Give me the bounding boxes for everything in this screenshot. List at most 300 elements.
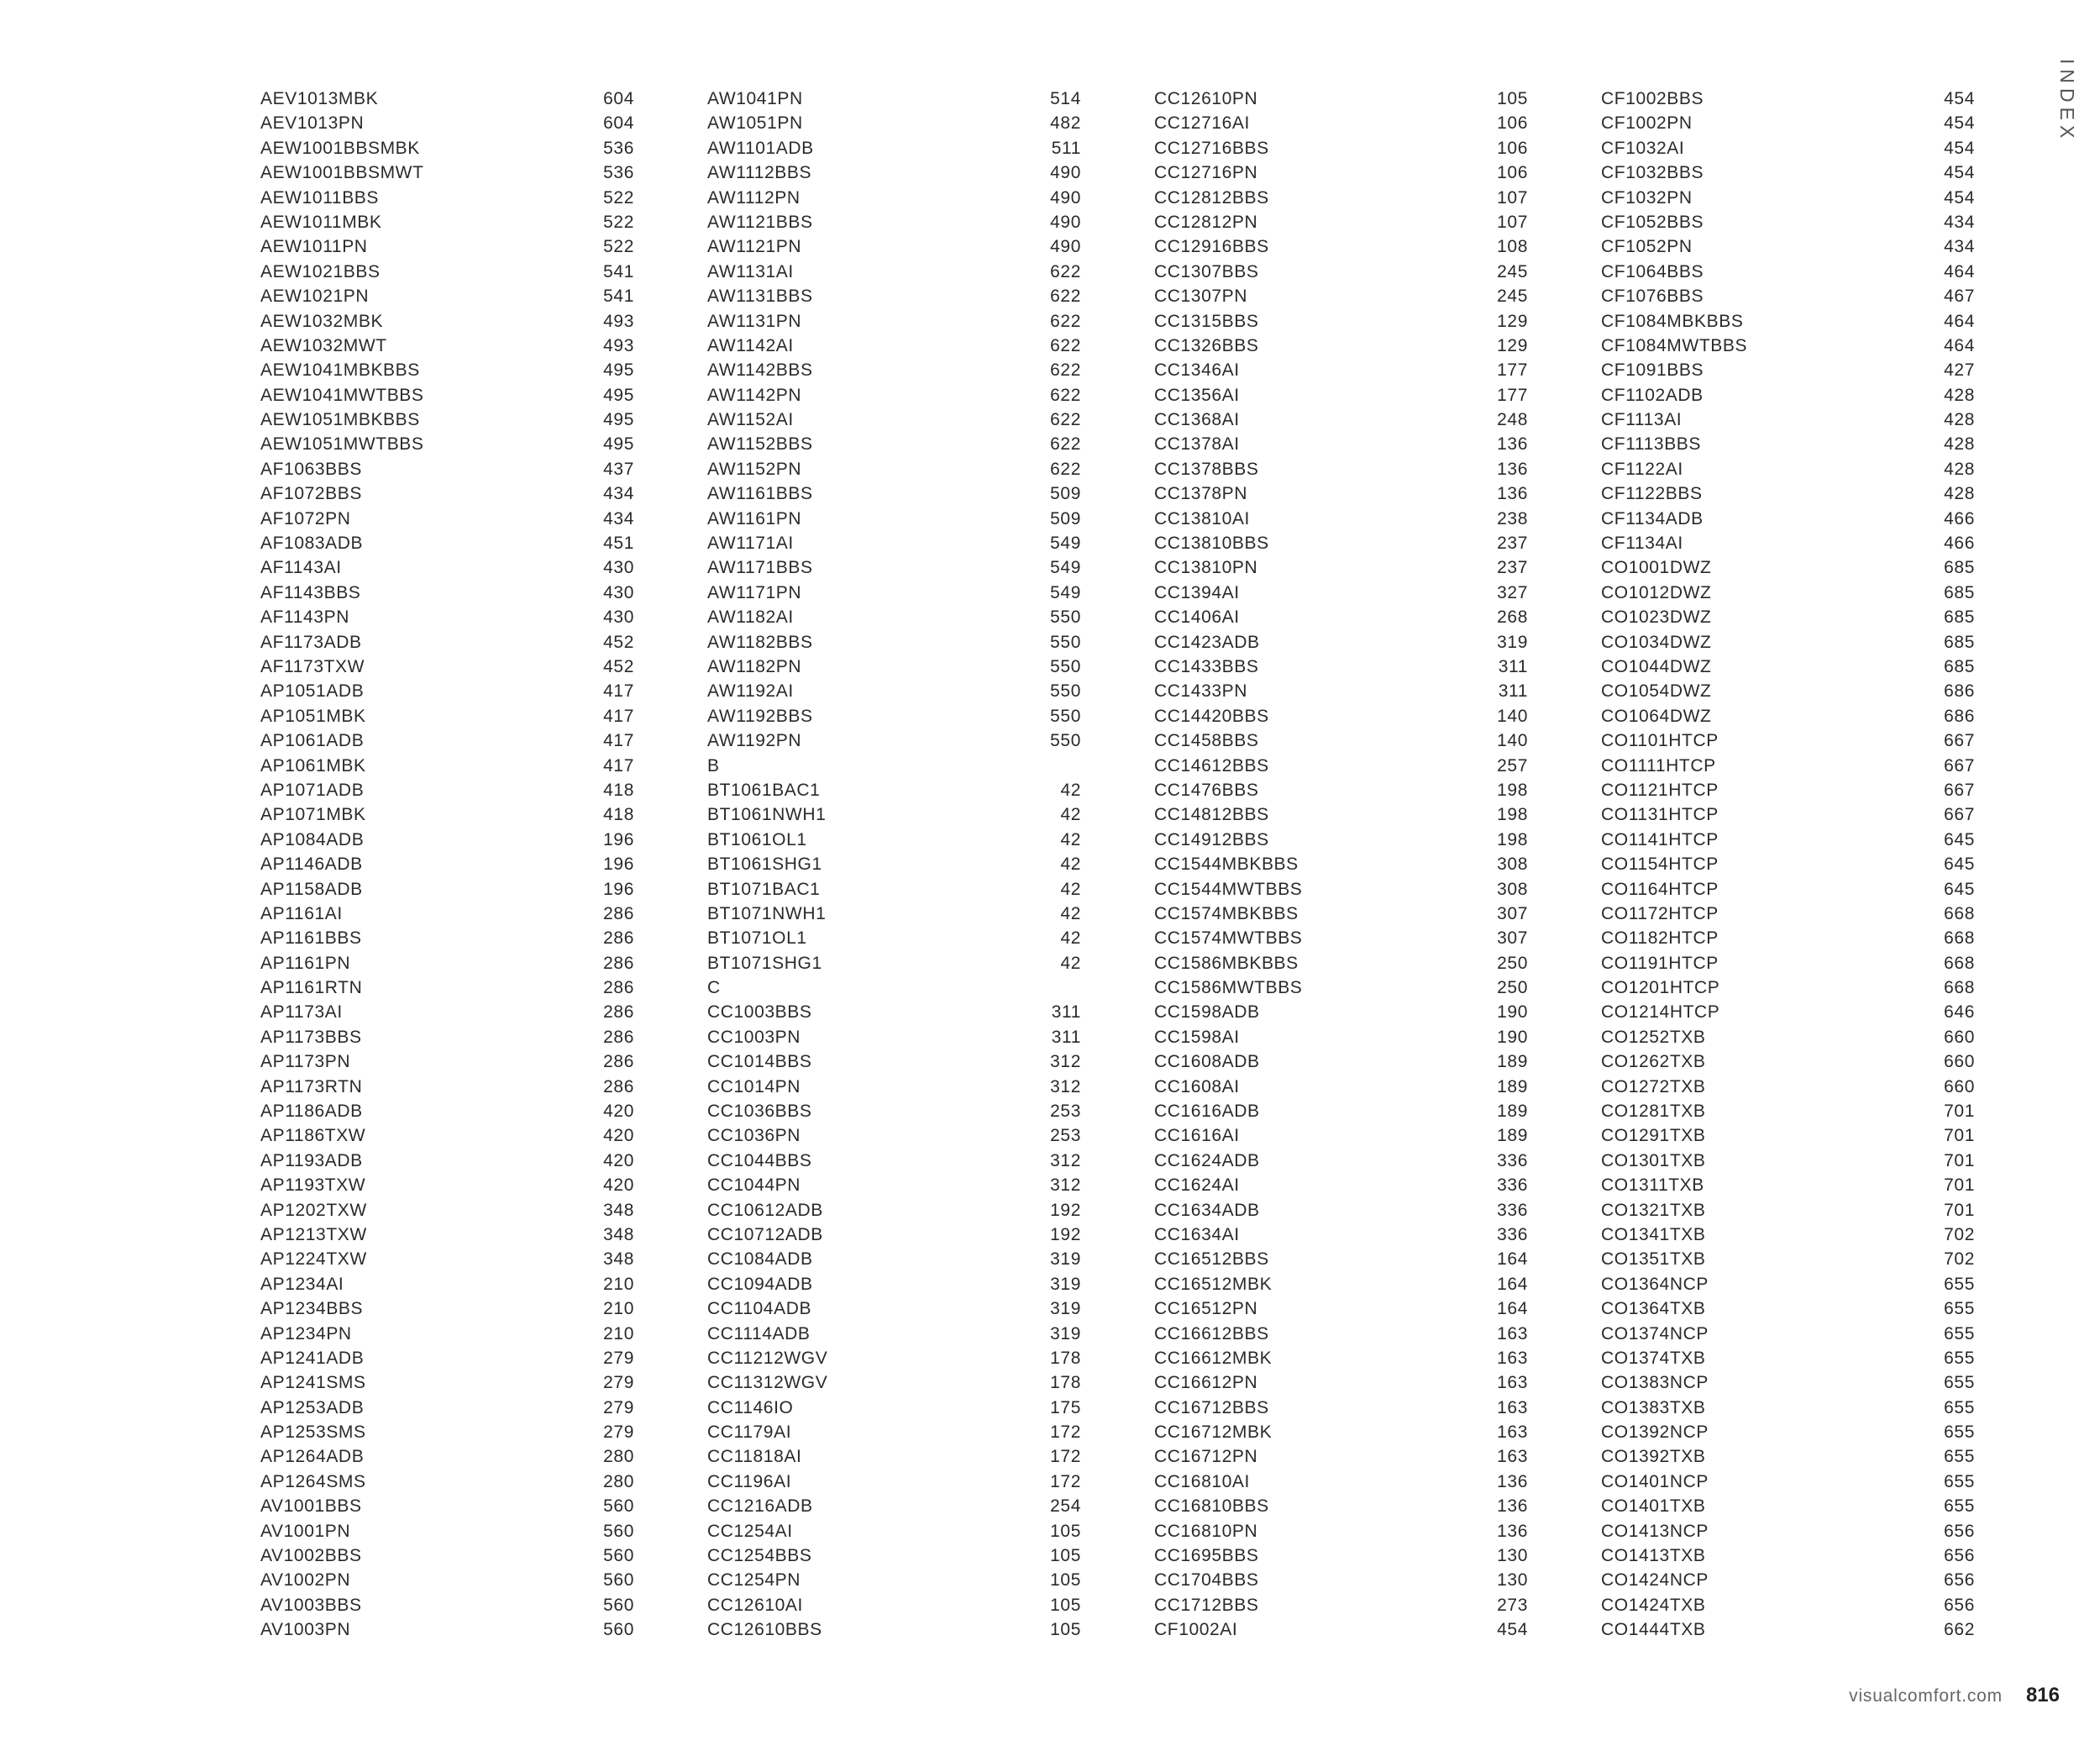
index-entry	[707, 136, 1081, 160]
page-ref: 280	[603, 1471, 634, 1491]
index-entry	[1154, 358, 1528, 382]
page-ref: 493	[603, 311, 634, 331]
item-code: AW1142AI	[707, 335, 794, 355]
item-code: CC10612ADB	[707, 1200, 823, 1220]
page-ref: 308	[1497, 854, 1528, 875]
page-ref: 327	[1497, 582, 1528, 602]
item-code: CC13810AI	[1154, 508, 1250, 528]
index-entry	[1601, 877, 1975, 902]
index-entry	[1154, 1247, 1528, 1271]
index-entry	[260, 1420, 634, 1444]
page-ref: 42	[1060, 829, 1081, 849]
index-entry	[1154, 432, 1528, 456]
index-entry	[260, 1617, 634, 1642]
page-ref: 336	[1497, 1200, 1528, 1220]
index-entry	[1601, 630, 1975, 655]
page-ref: 646	[1944, 1002, 1975, 1023]
index-entry	[1601, 1568, 1975, 1592]
page-ref: 560	[603, 1595, 634, 1615]
index-entry	[260, 1272, 634, 1296]
index-entry	[1154, 926, 1528, 950]
index-entry	[707, 877, 1081, 902]
page-ref: 312	[1050, 1076, 1081, 1096]
page-ref: 420	[603, 1175, 634, 1196]
item-code: CO1444TXB	[1601, 1620, 1706, 1640]
page-ref: 273	[1497, 1595, 1528, 1615]
index-entry	[707, 87, 1081, 111]
item-code: CC1634ADB	[1154, 1200, 1260, 1220]
item-code: AEW1051MBKBBS	[260, 410, 420, 430]
item-code: CC1036BBS	[707, 1102, 812, 1122]
page-ref: 136	[1497, 1521, 1528, 1541]
page-ref: 549	[1050, 582, 1081, 602]
page-ref: 467	[1944, 287, 1975, 307]
index-entry	[1154, 852, 1528, 876]
index-entry	[1601, 778, 1975, 802]
page-ref: 319	[1050, 1299, 1081, 1319]
page-ref: 701	[1944, 1200, 1975, 1220]
page-ref: 192	[1050, 1200, 1081, 1220]
item-code: CO1383TXB	[1601, 1397, 1706, 1417]
page-ref: 129	[1497, 311, 1528, 331]
index-entry	[260, 802, 634, 827]
page-ref: 495	[603, 360, 634, 381]
item-code: CO1424TXB	[1601, 1595, 1706, 1615]
page-ref: 660	[1944, 1052, 1975, 1072]
item-code: CO1101HTCP	[1601, 731, 1719, 751]
index-entry	[1154, 186, 1528, 210]
index-entry	[1601, 1000, 1975, 1024]
page-ref: 286	[603, 1027, 634, 1047]
item-code: BT1061SHG1	[707, 854, 822, 875]
page-ref: 428	[1944, 434, 1975, 455]
page-ref: 550	[1050, 632, 1081, 652]
item-code: CO1044DWZ	[1601, 656, 1712, 676]
page-ref: 417	[603, 731, 634, 751]
item-code: AEW1021PN	[260, 287, 370, 307]
page-ref: 434	[603, 508, 634, 528]
page-ref: 163	[1497, 1373, 1528, 1393]
index-entry	[707, 1296, 1081, 1321]
index-entry	[707, 210, 1081, 234]
item-code: AW1161PN	[707, 508, 802, 528]
index-entry	[1601, 1296, 1975, 1321]
index-entry	[1154, 581, 1528, 605]
index-entry	[1154, 1223, 1528, 1247]
item-code: CF1084MWTBBS	[1601, 335, 1748, 355]
page-ref: 418	[603, 780, 634, 800]
page-ref: 420	[603, 1126, 634, 1146]
item-code: CO1172HTCP	[1601, 903, 1719, 923]
page-ref: 210	[603, 1299, 634, 1319]
index-entry	[1601, 481, 1975, 506]
index-entry	[1154, 704, 1528, 728]
page-ref: 254	[1050, 1496, 1081, 1517]
page-ref: 238	[1497, 508, 1528, 528]
page-ref: 311	[1051, 1002, 1081, 1023]
index-entry	[260, 828, 634, 852]
item-code: AEW1032MWT	[260, 335, 387, 355]
index-entry	[260, 1025, 634, 1049]
page-ref: 420	[603, 1102, 634, 1122]
item-code: AW1171AI	[707, 534, 794, 554]
index-entry	[707, 630, 1081, 655]
page-ref: 549	[1050, 534, 1081, 554]
item-code: AF1143PN	[260, 607, 349, 628]
index-entry	[1154, 1049, 1528, 1074]
page-ref: 237	[1497, 558, 1528, 578]
page-ref: 163	[1497, 1447, 1528, 1467]
page-ref: 245	[1497, 261, 1528, 281]
page-ref: 105	[1050, 1595, 1081, 1615]
index-entry	[707, 951, 1081, 975]
page-ref: 286	[603, 903, 634, 923]
item-code: AW1121BBS	[707, 212, 813, 232]
index-entry	[707, 457, 1081, 481]
page-ref: 106	[1497, 163, 1528, 183]
index-entry	[1154, 1543, 1528, 1568]
page-ref: 685	[1944, 607, 1975, 628]
index-entry	[1601, 1396, 1975, 1420]
page-ref: 42	[1060, 879, 1081, 899]
page-ref: 701	[1944, 1175, 1975, 1196]
index-entry	[1601, 828, 1975, 852]
item-code: AW1131BBS	[707, 287, 813, 307]
index-entry	[260, 555, 634, 580]
page-ref: 656	[1944, 1595, 1975, 1615]
item-code: AV1003PN	[260, 1620, 351, 1640]
item-code: AP1161RTN	[260, 978, 363, 998]
index-entry	[1601, 754, 1975, 778]
index-entry	[1154, 754, 1528, 778]
index-entry	[1154, 136, 1528, 160]
index-entry	[1601, 260, 1975, 284]
page-ref: 514	[1050, 89, 1081, 108]
index-entry	[1601, 1149, 1975, 1173]
page-ref: 427	[1944, 360, 1975, 381]
page-ref: 42	[1060, 780, 1081, 800]
item-code: AV1002BBS	[260, 1546, 362, 1566]
item-code: AW1192AI	[707, 681, 794, 702]
index-entry	[260, 1494, 634, 1518]
item-code: CO1121HTCP	[1601, 780, 1719, 800]
index-entry	[260, 1396, 634, 1420]
index-entry	[1601, 555, 1975, 580]
item-code: AV1001PN	[260, 1521, 351, 1541]
item-code: CC16712PN	[1154, 1447, 1258, 1467]
index-entry	[1154, 1420, 1528, 1444]
page-ref: 464	[1944, 261, 1975, 281]
page-ref: 268	[1497, 607, 1528, 628]
item-code: AF1083ADB	[260, 534, 364, 554]
page-ref: 560	[603, 1521, 634, 1541]
item-code: AW1152PN	[707, 459, 802, 479]
item-code: CO1281TXB	[1601, 1102, 1706, 1122]
page-ref: 660	[1944, 1076, 1975, 1096]
page-ref: 190	[1497, 1027, 1528, 1047]
item-code: CO1311TXB	[1601, 1175, 1704, 1196]
index-entry	[1601, 111, 1975, 135]
page-ref: 198	[1497, 805, 1528, 825]
page-ref: 312	[1050, 1052, 1081, 1072]
item-code: CC1044PN	[707, 1175, 801, 1196]
item-code: CC11312WGV	[707, 1373, 828, 1393]
index-entry	[1154, 630, 1528, 655]
index-entry	[1601, 284, 1975, 308]
item-code: CF1002BBS	[1601, 89, 1704, 108]
item-code: CC1003BBS	[707, 1002, 812, 1023]
page-ref: 454	[1944, 89, 1975, 108]
page-ref: 667	[1944, 780, 1975, 800]
index-entry	[707, 1396, 1081, 1420]
index-entry	[1601, 1494, 1975, 1518]
item-code: BT1061NWH1	[707, 805, 827, 825]
index-entry	[260, 581, 634, 605]
item-code: AP1253SMS	[260, 1422, 366, 1443]
index-side-label: INDEX	[2056, 59, 2078, 144]
page-ref: 622	[1050, 261, 1081, 281]
item-code: CC1254BBS	[707, 1546, 812, 1566]
index-entry	[1601, 704, 1975, 728]
index-entry	[1154, 1322, 1528, 1346]
item-code: CC12716BBS	[1154, 138, 1269, 158]
index-section-letter	[707, 754, 1081, 778]
item-code: AP1173PN	[260, 1052, 351, 1072]
page-ref: 550	[1050, 607, 1081, 628]
item-code: CF1134ADB	[1601, 508, 1704, 528]
page-ref: 189	[1497, 1052, 1528, 1072]
page-ref: 428	[1944, 459, 1975, 479]
index-entry	[707, 1123, 1081, 1148]
page-ref: 130	[1497, 1570, 1528, 1591]
item-code: CC12812PN	[1154, 212, 1258, 232]
item-code: CC16512BBS	[1154, 1249, 1269, 1270]
item-code: CC12716PN	[1154, 163, 1258, 183]
index-entry	[1601, 605, 1975, 629]
page-ref: 190	[1497, 1002, 1528, 1023]
page-ref: 348	[603, 1200, 634, 1220]
item-code: CO1164HTCP	[1601, 879, 1719, 899]
index-entry	[1154, 679, 1528, 703]
item-code: AW1112BBS	[707, 163, 812, 183]
index-entry	[1154, 481, 1528, 506]
page-ref: 622	[1050, 311, 1081, 331]
item-code: CF1032PN	[1601, 187, 1693, 208]
index-entry	[707, 605, 1081, 629]
page-ref: 248	[1497, 410, 1528, 430]
index-entry	[260, 605, 634, 629]
item-code: AEW1011BBS	[260, 187, 380, 208]
page-ref: 348	[603, 1224, 634, 1244]
item-code: AEV1013PN	[260, 113, 365, 134]
index-entry	[260, 1568, 634, 1592]
index-entry	[260, 309, 634, 334]
item-code: CF1091BBS	[1601, 360, 1704, 381]
item-code: CC1036PN	[707, 1126, 801, 1146]
item-code: CO1413NCP	[1601, 1521, 1709, 1541]
index-entry	[707, 852, 1081, 876]
item-code: CC1608ADB	[1154, 1052, 1260, 1072]
index-entry	[260, 778, 634, 802]
index-entry	[1601, 902, 1975, 926]
index-entry	[1601, 1123, 1975, 1148]
index-entry	[1601, 679, 1975, 703]
index-entry	[707, 1593, 1081, 1617]
item-code: CO1401TXB	[1601, 1496, 1706, 1517]
item-code: CC16712BBS	[1154, 1397, 1269, 1417]
page-ref: 428	[1944, 410, 1975, 430]
index-entry	[1601, 87, 1975, 111]
index-entry	[707, 531, 1081, 555]
page-ref: 536	[603, 163, 634, 183]
item-code: CC1014PN	[707, 1076, 801, 1096]
index-entry	[707, 111, 1081, 135]
item-code: CC1084ADB	[707, 1249, 813, 1270]
index-entry	[1601, 1223, 1975, 1247]
index-entry	[260, 704, 634, 728]
index-entry	[707, 1444, 1081, 1469]
index-entry	[1154, 1617, 1528, 1642]
page-ref: 42	[1060, 854, 1081, 875]
page-ref: 311	[1498, 681, 1528, 702]
index-entry	[1601, 1444, 1975, 1469]
page-ref: 129	[1497, 335, 1528, 355]
item-code: AP1061MBK	[260, 755, 366, 776]
page-ref: 178	[1050, 1348, 1081, 1368]
item-code: CO1191HTCP	[1601, 953, 1719, 973]
index-entry	[1601, 186, 1975, 210]
page-ref: 452	[603, 656, 634, 676]
item-code: AW1192BBS	[707, 706, 813, 726]
page-ref: 686	[1944, 706, 1975, 726]
item-code: BT1071BAC1	[707, 879, 821, 899]
item-code: AW1142PN	[707, 385, 802, 405]
item-code: CC1458BBS	[1154, 731, 1259, 751]
index-entry	[1154, 1470, 1528, 1494]
index-entry	[1601, 655, 1975, 679]
index-column-1	[260, 87, 634, 1643]
page-ref: 560	[603, 1546, 634, 1566]
item-code: CC1378AI	[1154, 434, 1240, 455]
page-ref: 198	[1497, 780, 1528, 800]
item-code: AV1003BBS	[260, 1595, 362, 1615]
index-entry	[707, 1322, 1081, 1346]
index-entry	[1601, 1272, 1975, 1296]
page-ref: 428	[1944, 484, 1975, 504]
page-ref: 308	[1497, 879, 1528, 899]
page-ref: 622	[1050, 360, 1081, 381]
index-entry	[707, 1223, 1081, 1247]
page-ref: 541	[603, 261, 634, 281]
page-ref: 177	[1497, 360, 1528, 381]
index-entry	[260, 1444, 634, 1469]
index-entry	[707, 802, 1081, 827]
index-entry	[1154, 457, 1528, 481]
item-code: AEW1001BBSMWT	[260, 163, 424, 183]
index-entry	[1154, 605, 1528, 629]
index-section-letter	[707, 975, 1081, 1000]
page-ref: 130	[1497, 1546, 1528, 1566]
page-ref: 279	[603, 1348, 634, 1368]
index-entry	[1154, 1099, 1528, 1123]
index-entry	[260, 210, 634, 234]
item-code: CC1616AI	[1154, 1126, 1240, 1146]
item-code: AP1084ADB	[260, 829, 365, 849]
index-entry	[707, 1519, 1081, 1543]
item-code: CO1291TXB	[1601, 1126, 1706, 1146]
item-code: CC1544MWTBBS	[1154, 879, 1303, 899]
index-entry	[1154, 951, 1528, 975]
page-ref: 522	[603, 187, 634, 208]
index-entry	[1601, 1099, 1975, 1123]
index-entry	[707, 1000, 1081, 1024]
page-ref: 655	[1944, 1422, 1975, 1443]
item-code: AP1234BBS	[260, 1299, 364, 1319]
page-ref: 307	[1497, 928, 1528, 949]
item-code: AW1112PN	[707, 187, 801, 208]
index-entry	[707, 778, 1081, 802]
page-ref: 655	[1944, 1299, 1975, 1319]
index-entry	[1601, 210, 1975, 234]
item-code: CC1014BBS	[707, 1052, 812, 1072]
index-entry	[260, 877, 634, 902]
page-ref: 172	[1050, 1471, 1081, 1491]
page-ref: 172	[1050, 1447, 1081, 1467]
page-ref: 189	[1497, 1126, 1528, 1146]
page-ref: 286	[603, 953, 634, 973]
index-entry	[1601, 432, 1975, 456]
index-entry	[1154, 1568, 1528, 1592]
index-entry	[1601, 728, 1975, 753]
item-code: CC1695BBS	[1154, 1546, 1259, 1566]
item-code: CC1624ADB	[1154, 1150, 1260, 1170]
index-entry	[260, 1322, 634, 1346]
page-ref: 490	[1050, 212, 1081, 232]
page-ref: 522	[603, 237, 634, 257]
index-entry	[260, 1000, 634, 1024]
page-ref: 250	[1497, 953, 1528, 973]
footer-site-link[interactable]: visualcomfort.com	[1849, 1686, 2003, 1706]
index-entry	[1154, 828, 1528, 852]
page-ref: 286	[603, 978, 634, 998]
page-ref: 645	[1944, 854, 1975, 875]
index-entry	[260, 951, 634, 975]
index-entry	[707, 1247, 1081, 1271]
index-entry	[260, 481, 634, 506]
page-ref: 107	[1497, 187, 1528, 208]
page-ref: 136	[1497, 459, 1528, 479]
item-code: CC1544MBKBBS	[1154, 854, 1299, 875]
index-entry	[260, 1099, 634, 1123]
index-entry	[1601, 1075, 1975, 1099]
index-entry	[1154, 531, 1528, 555]
page-ref: 336	[1497, 1224, 1528, 1244]
index-column-2	[707, 87, 1081, 1643]
page-ref: 348	[603, 1249, 634, 1270]
item-code: AP1234AI	[260, 1274, 344, 1294]
page-ref: 702	[1944, 1249, 1975, 1270]
item-code: AW1171PN	[707, 582, 802, 602]
page-ref: 286	[603, 928, 634, 949]
page-ref: 509	[1050, 508, 1081, 528]
item-code: CO1034DWZ	[1601, 632, 1712, 652]
item-code: CC1216ADB	[707, 1496, 813, 1517]
item-code: CC1394AI	[1154, 582, 1240, 602]
item-code: AF1072BBS	[260, 484, 362, 504]
item-code: CF1032AI	[1601, 138, 1685, 158]
page-ref: 702	[1944, 1224, 1975, 1244]
item-code: AP1161PN	[260, 953, 351, 973]
